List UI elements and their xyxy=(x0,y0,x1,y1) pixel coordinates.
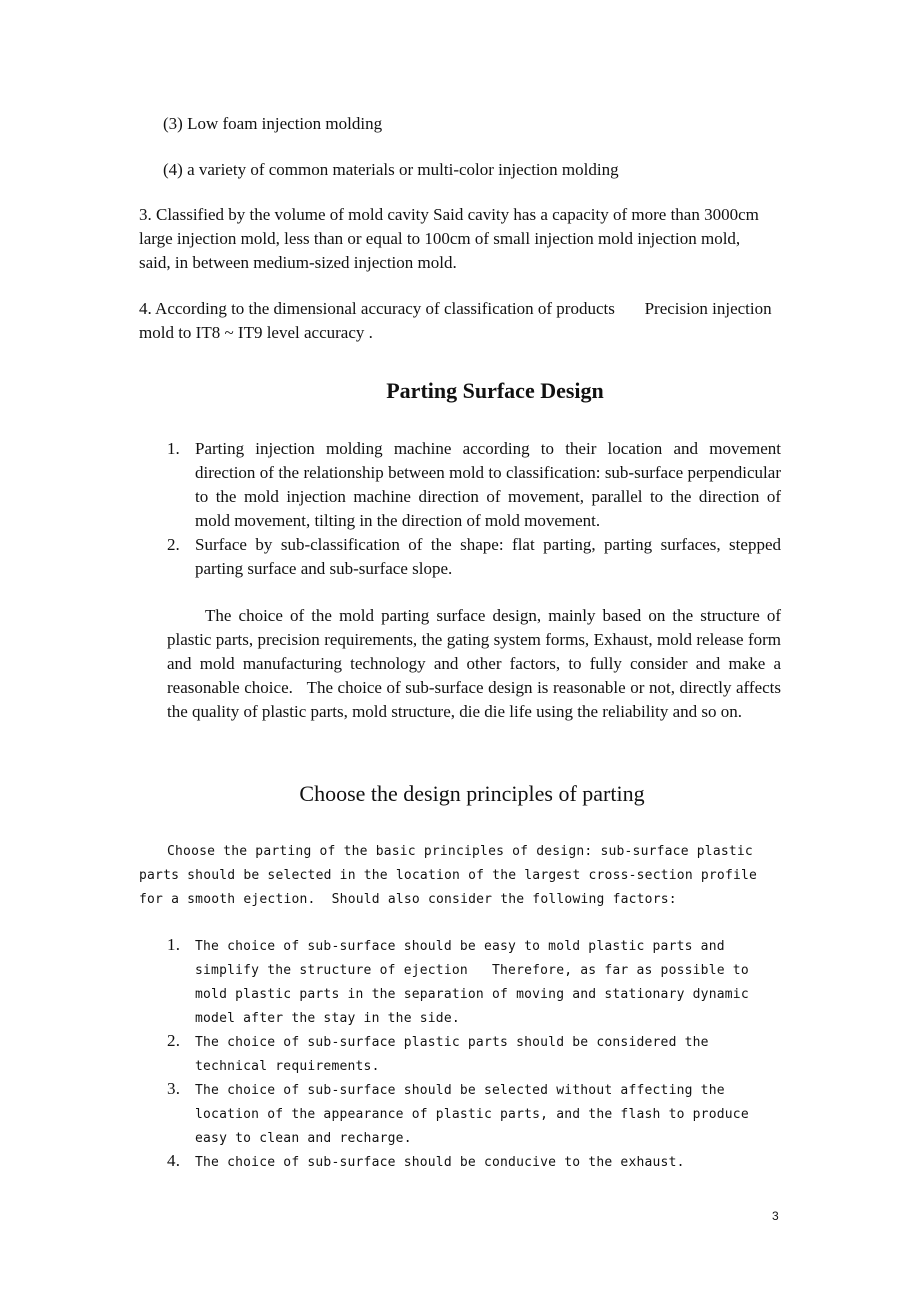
list-item xyxy=(167,1079,785,1151)
list-text: The choice of sub-surface should be selected without affecting the location of the appearance of plastic parts, and the flash to produce easy to clean and recharge. xyxy=(195,1083,749,1146)
list-item xyxy=(167,935,785,1031)
list-item xyxy=(167,1031,785,1079)
list-number: 4. xyxy=(167,1151,181,1170)
list-number: 2. xyxy=(167,535,180,554)
parting-surface-paragraph: The choice of the mold parting surface design, mainly based on the structure of plastic parts, precision requirements, the gating system forms, Exhaust, mold release form and mold manufacturing technology and other factors, to fully consider and make a reasonable choice. The choice of sub-surface design is reasonable or not, directly affects the quality of plastic parts, mold structure, die die life using the reliability and so on. xyxy=(167,606,781,721)
page-number: 3 xyxy=(772,1209,779,1223)
section-title-parting-surface: Parting Surface Design xyxy=(386,378,604,403)
list-text: Parting injection molding machine according to their location and movement direction of the relationship between mold to classification: sub-surface perpendicular to the mold injection machine direction of movement, parallel to the direction of mold movement, tilting in the direction of mold movement. xyxy=(195,439,781,530)
intro-item-3: (3) Low foam injection molding xyxy=(163,114,383,133)
list-text: The choice of sub-surface plastic parts should be considered the technical requirements. xyxy=(195,1035,709,1074)
list-item xyxy=(167,437,781,533)
list-number: 1. xyxy=(167,439,180,458)
classification-4-paragraph: 4. According to the dimensional accuracy of classification of products Precision injection mold to IT8 ~ IT9 level accuracy . xyxy=(139,299,772,342)
intro-item-4: (4) a variety of common materials or multi-color injection molding xyxy=(163,160,619,179)
section-title-principles: Choose the design principles of parting xyxy=(299,781,645,806)
list-number: 1. xyxy=(167,935,181,954)
list-text: The choice of sub-surface should be easy to mold plastic parts and simplify the structure of ejection Therefore, as far as possible to mold plastic parts in the separation of moving and stationary dynamic model after the stay in the side. xyxy=(195,939,749,1026)
principles-intro-paragraph: Choose the parting of the basic principles of design: sub-surface plastic parts should be selected in the location of the largest cross-section profile for a smooth ejection. Should also consider the following factors: xyxy=(139,844,758,907)
list-text: The choice of sub-surface should be conducive to the exhaust. xyxy=(195,1155,685,1170)
parting-surface-list xyxy=(167,437,781,581)
list-number: 2. xyxy=(167,1031,181,1050)
principles-list xyxy=(167,935,785,1175)
list-number: 3. xyxy=(167,1079,181,1098)
list-text: Surface by sub-classification of the shape: flat parting, parting surfaces, stepped parting surface and sub-surface slope. xyxy=(195,535,781,578)
list-item xyxy=(167,1151,785,1175)
list-item xyxy=(167,533,781,581)
classification-3-paragraph: 3. Classified by the volume of mold cavity Said cavity has a capacity of more than 3000cm large injection mold, less than or equal to 100cm of small injection mold injection mold, said, in between medium-sized injection mold. xyxy=(139,205,759,272)
